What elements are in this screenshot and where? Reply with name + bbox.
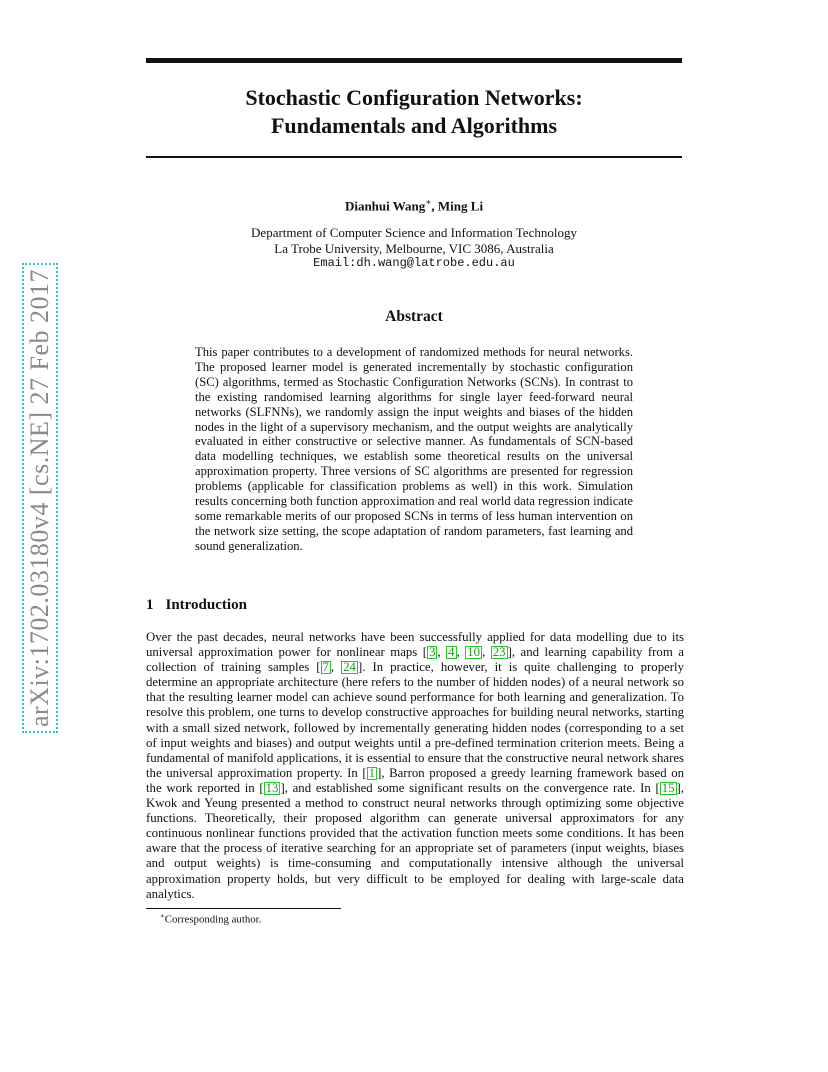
citation-link[interactable]: 10 bbox=[467, 645, 481, 660]
citation-link[interactable]: 1 bbox=[368, 765, 376, 780]
text-run: , bbox=[482, 645, 491, 660]
citation-link[interactable]: 15 bbox=[661, 780, 675, 795]
title-line-1: Stochastic Configuration Networks: bbox=[245, 85, 583, 110]
citation-link[interactable]: 4 bbox=[448, 645, 455, 660]
affiliation bbox=[146, 225, 682, 272]
university: La Trobe University, Melbourne, VIC 3086, Australia bbox=[274, 240, 554, 256]
abstract-text: This paper contributes to a development of randomized methods for neural networks. The proposed learner model is generated incrementally by stochastic configuration (SC) algorithms, termed as Stochastic Configuration Networks (SCNs). In contrast to the existing randomised learning algorithms for single layer feed-forward neural networks (SLFNNs), we randomly assign the input weights and biases of the hidden nodes in the light of a supervisory mechanism, and the output weights are analytically evaluated in either constructive or selective manner. As fundamentals of SCN-based data modelling techniques, we establish some theoretical results on the universal approximation property. Three versions of SC algorithms are presented for regression problems (applicable for classification problems as well) in this work. Simulation results concerning both function approximation and real world data regression indicate some remarkable merits of our proposed SCNs in terms of less human intervention on the network size setting, the scope adaptation of random parameters, fast learning and sound generalization. bbox=[195, 345, 633, 553]
text-run: Over the past decades, neural networks have been successfully applied for data modelling due to its universal approximation power for nonlinear maps [ bbox=[146, 630, 684, 660]
footnote-mark: ∗ bbox=[160, 912, 165, 920]
author-list bbox=[146, 194, 682, 214]
footnote bbox=[160, 912, 261, 926]
section-title: Introduction bbox=[165, 597, 247, 613]
title-top-rule bbox=[146, 58, 682, 63]
arxiv-identifier[interactable]: arXiv:1702.03180v4 [cs.NE] 27 Feb 2017 bbox=[22, 263, 58, 733]
citation-link[interactable]: 13 bbox=[265, 780, 279, 795]
email[interactable]: Email:dh.wang@latrobe.edu.au bbox=[313, 256, 515, 270]
text-run: ]. In practice, however, it is quite challenging to properly determine an appropriate architecture (here refers to the number of hidden nodes) of a neural network so that the resulting learner model can achieve sound performance for both learning and generalization. To resolve this problem, one turns to develop constructive approaches for building neural networks, starting with a small sized network, followed by incrementally generating hidden nodes (corresponding to a set of input weights and biases) and output weights until a pre-defined termination criterion meets. Being a fundamental of manifold applications, it is essential to ensure that the constructive neural network shares the universal approximation property. In [ bbox=[146, 660, 684, 780]
text-run: , bbox=[456, 645, 466, 660]
author-name: Ming Li bbox=[437, 198, 484, 214]
citation-link[interactable]: 23 bbox=[492, 645, 506, 660]
text-run: ], Kwok and Yeung presented a method to construct neural networks through optimizing some objective functions. Theoretically, their proposed algorithm can generate universal approximators for any continuous nonlinear functions provided that the activation function meets some conditions. It has been aware that the process of iterative searching for an appropriate set of parameters (input weights, biases and output weights) is time-consuming and computationally intensive although the universal approximation property holds, but very difficult to be employed for dealing with large-scale data analytics. bbox=[146, 780, 684, 901]
text-run: ], and established some significant results on the convergence rate. In [ bbox=[280, 780, 660, 795]
citation-link[interactable]: 7 bbox=[322, 660, 329, 675]
footnote-text: Corresponding author. bbox=[164, 913, 262, 926]
section-heading bbox=[146, 597, 247, 614]
text-run: , bbox=[437, 645, 447, 660]
text-run: ], Barron proposed a greedy learning framework based on the work reported in [ bbox=[146, 765, 685, 795]
footnote-rule bbox=[146, 908, 341, 909]
section-number: 1 bbox=[146, 597, 154, 613]
citation-link[interactable]: 3 bbox=[429, 645, 436, 660]
paper-title bbox=[146, 84, 682, 140]
introduction-paragraph bbox=[146, 630, 684, 902]
author-separator: , bbox=[431, 198, 435, 214]
citation-link[interactable]: 24 bbox=[343, 660, 356, 675]
title-line-2: Fundamentals and Algorithms bbox=[270, 113, 558, 138]
author-name: Dianhui Wang bbox=[344, 198, 426, 214]
corresponding-author-mark[interactable]: ∗ bbox=[425, 197, 432, 207]
title-bottom-rule bbox=[146, 156, 682, 158]
text-run: , bbox=[330, 660, 342, 675]
department: Department of Computer Science and Information Technology bbox=[251, 225, 577, 240]
text-run: ], and learning capability from a collection of training samples [ bbox=[146, 645, 684, 675]
abstract-heading: Abstract bbox=[385, 308, 443, 325]
